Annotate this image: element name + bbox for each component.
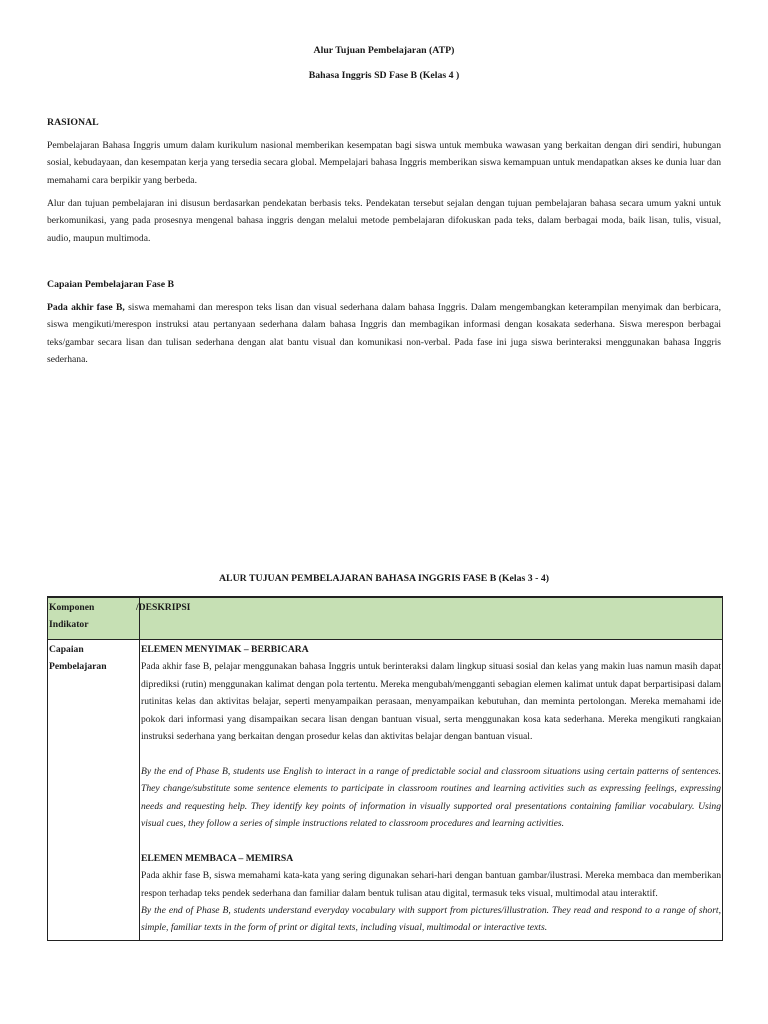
document-subtitle: Bahasa Inggris SD Fase B (Kelas 4 ) — [308, 70, 460, 81]
row-label-pembelajaran: Pembelajaran — [49, 661, 107, 673]
rasional-paragraph-1: Pembelajaran Bahasa Inggris umum dalam kurikulum nasional memberikan kesempatan bagi siswa untuk membuka wawasan yang berkaitan dengan diri sendiri, hubungan sosial, kebudayaan, dan kesempatan kerja yang tersedia secara global. Mempelajari bahasa Inggris memberikan siswa kemampuan untuk mendapatkan akses ke dunia luar dan memahami cara berpikir yang berbeda. — [47, 140, 721, 186]
capaian-lead: Pada akhir fase B, — [47, 302, 125, 313]
atp-table — [47, 596, 723, 941]
table-row — [48, 640, 723, 941]
rasional-heading: RASIONAL — [47, 117, 99, 128]
capaian-text: siswa memahami dan merespon teks lisan dan visual sederhana dalam bahasa Inggris. Dalam mengembangkan keterampilan menyimak dan berbicara, siswa mengikuti/merespon instruksi atau pertanyaan sederhana dalam bahasa Inggris dan membagikan informasi dengan kosakata sederhana. Siswa merespon berbagai teks/gambar secara lisan dan tulisan sederhana dengan alat bantu visual dan komunikasi non-verbal. Pada fase ini juga siswa berinteraksi menggunakan bahasa Inggris sederhana. — [47, 302, 721, 366]
header-cell-komponen — [48, 597, 140, 640]
elemen-membaca-id: Pada akhir fase B, siswa memahami kata-kata yang sering digunakan sehari-hari dengan bantuan gambar/ilustrasi. Mereka membaca dan memberikan respon terhadap teks pendek sederhana dan familiar dalam bentuk tulisan atau digital, termasuk teks visual, multimodal atau interaktif. — [141, 870, 721, 899]
row-label-capaian: Capaian — [49, 644, 84, 655]
elemen-menyimak-id: Pada akhir fase B, pelajar menggunakan bahasa Inggris untuk berinteraksi dalam lingkup situasi sosial dan kelas yang makin luas namun masih dapat diprediksi (rutin) menggunakan kalimat dengan pola tertentu. Mereka mengubah/mengganti sebagian elemen kalimat untuk dapat berpartisipasi dalam rutinitas kelas dan aktivitas belajar, seperti menyampaikan perasaan, menyampaikan kebutuhan, dan meminta pertolongan. Mereka memahami ide pokok dari informasi yang disampaikan secara lisan dengan bantuan visual, serta menggunakan kosa kata sederhana. Mereka mengikuti rangkaian instruksi sederhana yang berkaitan dengan prosedur kelas dan aktivitas belajar dengan bantuan visual. — [141, 661, 721, 743]
capaian-paragraph — [47, 299, 721, 369]
rasional-paragraph-2: Alur dan tujuan pembelajaran ini disusun berdasarkan pendekatan berbasis teks. Pendekatan tersebut sejalan dengan tujuan pembelajaran bahasa secara umum yakni untuk berkomunikasi, yang pada prosesnya mengenal bahasa inggris dengan melalui metode pembelajaran difokuskan pada teks, dalam berbagai moda, baik lisan, tulis, visual, audio, maupun multimoda. — [47, 198, 721, 244]
elemen-membaca-en: By the end of Phase B, students understand everyday vocabulary with support from pictures/illustration. They read and respond to a range of short, simple, familiar texts in the form of print or digital texts, including visual, multimodal or interactive texts. — [141, 905, 721, 934]
document-title: Alur Tujuan Pembelajaran (ATP) — [313, 45, 455, 56]
row-cell-deskripsi — [140, 640, 723, 941]
header-indikator: Indikator — [49, 619, 89, 631]
table-header-row — [48, 597, 723, 640]
header-deskripsi: /DESKRIPSI — [136, 602, 191, 613]
elemen-menyimak-title: ELEMEN MENYIMAK – BERBICARA — [141, 644, 309, 655]
capaian-heading: Capaian Pembelajaran Fase B — [47, 279, 175, 290]
table-title: ALUR TUJUAN PEMBELAJARAN BAHASA INGGRIS FASE B (Kelas 3 - 4) — [218, 573, 550, 584]
row-cell-capaian — [48, 640, 140, 941]
header-komponen: Komponen — [49, 602, 95, 613]
elemen-menyimak-en: By the end of Phase B, students use English to interact in a range of predictable social and classroom situations using certain patterns of sentences. They change/substitute some sentence elements to participate in classroom routines and learning activities such as expressing feelings, expressing needs and requesting help. They identify key points of information in visually supported oral presentations containing familiar vocabulary. Using visual cues, they follow a series of simple instructions related to classroom procedures and learning activities. — [141, 765, 721, 830]
header-cell-deskripsi — [136, 597, 723, 640]
elemen-membaca-title: ELEMEN MEMBACA – MEMIRSA — [141, 852, 294, 864]
